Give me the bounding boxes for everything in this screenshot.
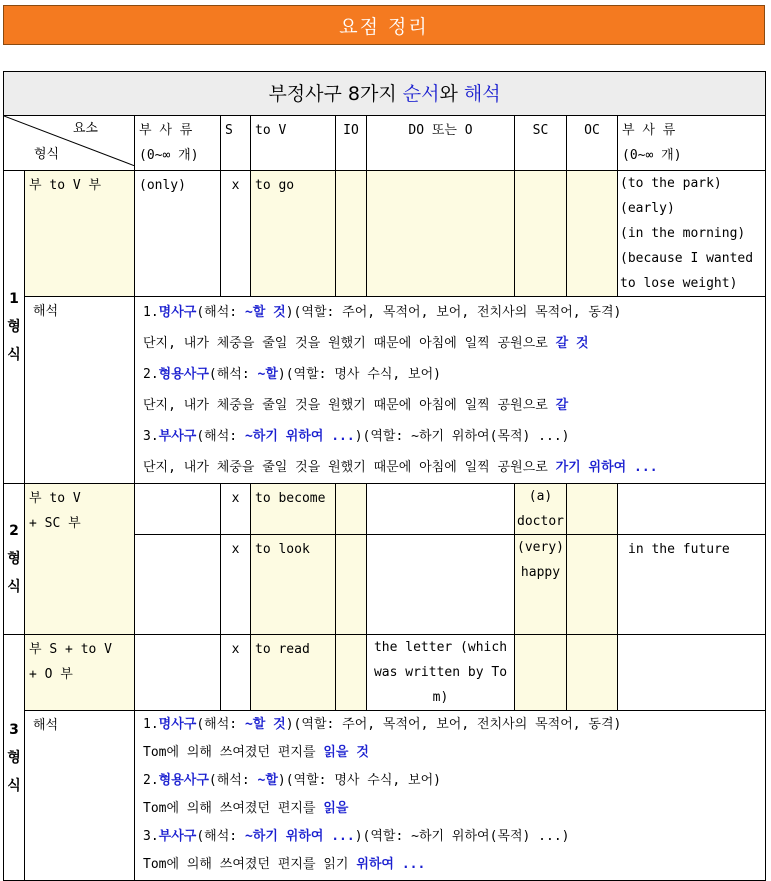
form3-s: x [221, 635, 251, 711]
form3-interp-label: 해석 [25, 711, 135, 881]
form3-adverbial2 [618, 635, 766, 711]
form3-pattern: 부 S + to V + O 부 [25, 635, 135, 711]
diagonal-line [4, 116, 135, 166]
interp-line: 3.부사구(해석: ~하기 위하여 ...)(역할: ~하기 위하여(목적) ...) [143, 429, 570, 444]
form2-oc [567, 484, 618, 535]
form1-interp-label: 해석 [25, 297, 135, 484]
header-sc: SC [515, 116, 567, 171]
form1-label: 1 형 식 [4, 171, 25, 484]
header-element: 요소 [72, 121, 98, 136]
form2-to-v: to become [251, 484, 336, 535]
form3-to-v: to read [251, 635, 336, 711]
form3-adverbial [135, 635, 221, 711]
interp-line: Tom에 의해 쓰여졌던 편지를 읽을 것 [143, 745, 369, 760]
table-title: 부정사구 8가지 순서와 해석 [4, 72, 766, 116]
form2-oc-b [567, 535, 618, 635]
form2-adverbial2-b: in the future [618, 535, 766, 635]
form2-s-b: x [221, 535, 251, 635]
form3-io [336, 635, 367, 711]
header-s: S [221, 116, 251, 171]
form1-s: x [221, 171, 251, 297]
form2-adverbial [135, 484, 221, 535]
form3-label: 3 형 식 [4, 635, 25, 881]
form3-oc [567, 635, 618, 711]
interp-line: 2.형용사구(해석: ~할)(역할: 명사 수식, 보어) [143, 773, 441, 788]
interp-line: Tom에 의해 쓰여졌던 편지를 읽기 위하여 ... [143, 857, 426, 872]
form2-adverbial-b [135, 535, 221, 635]
form3-sc [515, 635, 567, 711]
interp-line: 1.명사구(해석: ~할 것)(역할: 주어, 목적어, 보어, 전치사의 목적어, 동격) [143, 305, 622, 320]
form1-sc [515, 171, 567, 297]
form1-oc [567, 171, 618, 297]
form1-adverbial: (only) [135, 171, 221, 297]
form2-sc-b: (very) happy [515, 535, 567, 635]
interp-line: 단지, 내가 체중을 줄일 것을 원했기 때문에 아침에 일찍 공원으로 갈 것 [143, 336, 589, 351]
form1-adverbial2: (to the park) (early) (in the morning) (because I wanted to lose weight) [618, 171, 766, 297]
form2-label: 2 형 식 [4, 484, 25, 635]
interp-line: 단지, 내가 체중을 줄일 것을 원했기 때문에 아침에 일찍 공원으로 가기 위하여 ... [143, 460, 658, 475]
header-adverbial: 부 사 류 (0~∞ 개) [135, 116, 221, 171]
form2-to-v-b: to look [251, 535, 336, 635]
form2-do-b [367, 535, 515, 635]
interp-line: 3.부사구(해석: ~하기 위하여 ...)(역할: ~하기 위하여(목적) ...) [143, 829, 570, 844]
banner-title: 요점 정리 [339, 15, 429, 38]
form2-io [336, 484, 367, 535]
header-do: DO 또는 O [367, 116, 515, 171]
header-oc: OC [567, 116, 618, 171]
form1-to-v: to go [251, 171, 336, 297]
form1-pattern: 부 to V 부 [25, 171, 135, 297]
form2-adverbial2 [618, 484, 766, 535]
form2-pattern: 부 to V + SC 부 [25, 484, 135, 635]
header-diagonal-cell [4, 116, 135, 171]
form2-s: x [221, 484, 251, 535]
form1-do [367, 171, 515, 297]
header-io: IO [336, 116, 367, 171]
infinitive-table [3, 71, 765, 881]
interp-line: 1.명사구(해석: ~할 것)(역할: 주어, 목적어, 보어, 전치사의 목적어, 동격) [143, 717, 622, 732]
form2-io-b [336, 535, 367, 635]
form2-do [367, 484, 515, 535]
header-to-v: to V [251, 116, 336, 171]
interp-line: 2.형용사구(해석: ~할)(역할: 명사 수식, 보어) [143, 367, 441, 382]
form1-io [336, 171, 367, 297]
header-adverbial2: 부 사 류 (0~∞ 개) [618, 116, 766, 171]
form3-interp [135, 711, 766, 881]
interp-line: Tom에 의해 쓰여졌던 편지를 읽을 [143, 801, 349, 816]
interp-line: 단지, 내가 체중을 줄일 것을 원했기 때문에 아침에 일찍 공원으로 갈 [143, 398, 569, 413]
form2-sc: (a) doctor [515, 484, 567, 535]
header-form: 형식 [34, 147, 60, 162]
summary-banner [3, 5, 765, 45]
form3-do: the letter (which was written by Tom) [367, 635, 515, 711]
form1-interp [135, 297, 766, 484]
